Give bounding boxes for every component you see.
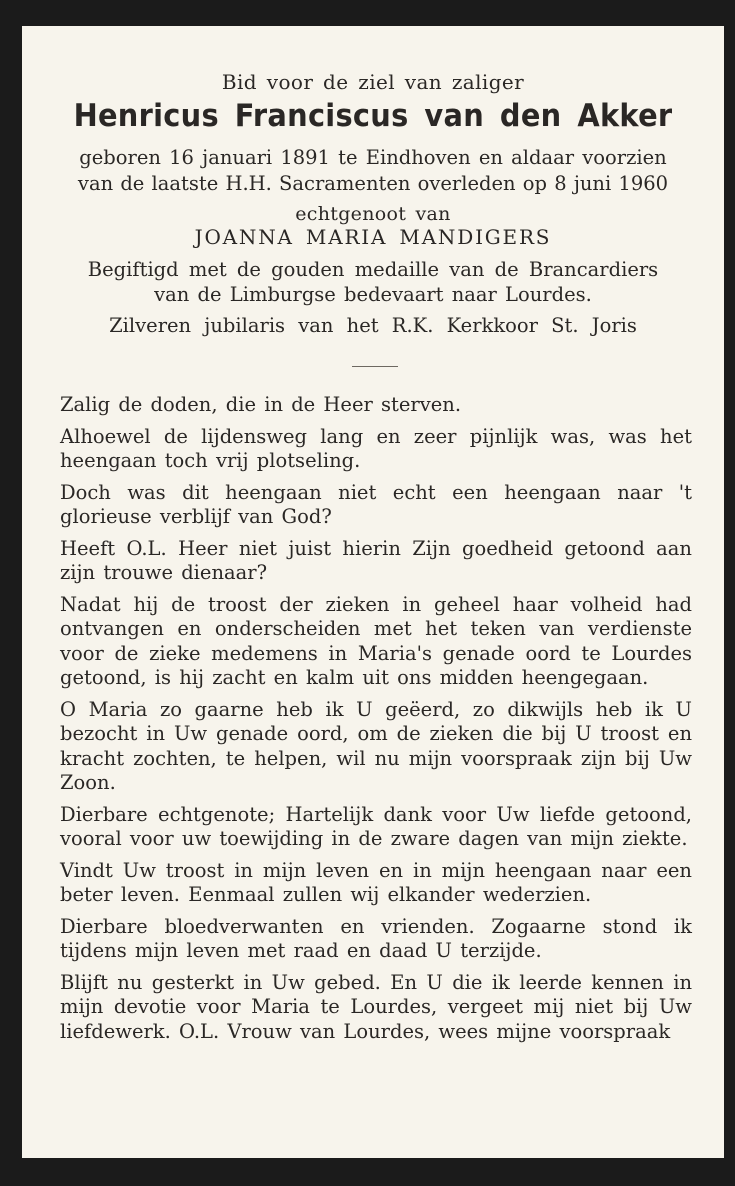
spouse-label: echtgenoot van bbox=[295, 203, 451, 225]
memorial-text bbox=[60, 393, 692, 1051]
paragraph: Dierbare echtgenote; Hartelijk dank voor Uw liefde getoond, vooral voor uw toewijding in de zware dagen van mijn ziekte. bbox=[60, 802, 692, 850]
paragraph: Vindt Uw troost in mijn leven en in mijn heengaan naar een beter leven. Eenmaal zullen wij elkander wederzien. bbox=[60, 858, 692, 906]
paragraph: Heeft O.L. Heer niet juist hierin Zijn goedheid getoond aan zijn trouwe dienaar? bbox=[60, 536, 692, 584]
paragraph: O Maria zo gaarne heb ik U geëerd, zo dikwijls heb ik U bezocht in Uw genade oord, om de zieken die bij U troost en kracht zochten, te helpen, wil nu mijn voorspraak zijn bij Uw Zoon. bbox=[60, 697, 692, 794]
birth-line: geboren 16 januari 1891 te Eindhoven en aldaar voorzien bbox=[79, 146, 667, 169]
spouse-name: JOANNA MARIA MANDIGERS bbox=[194, 225, 552, 249]
divider-rule bbox=[352, 366, 398, 367]
deceased-name: Henricus Franciscus van den Akker bbox=[73, 98, 673, 134]
intro-line: Bid voor de ziel van zaliger bbox=[221, 70, 525, 94]
paragraph: Doch was dit heengaan niet echt een heengaan naar 't glorieuse verblijf van God? bbox=[60, 480, 692, 528]
jubilee-line: Zilveren jubilaris van het R.K. Kerkkoor St. Joris bbox=[109, 314, 637, 337]
paragraph: Nadat hij de troost der zieken in geheel haar volheid had ontvangen en onderscheiden met het teken van verdienste voor de zieke medemens in Maria's genade oord te Lourdes getoond, is hij zacht en kalm uit ons midden heengegaan. bbox=[60, 592, 692, 689]
paragraph: Zalig de doden, die in de Heer sterven. bbox=[60, 393, 462, 416]
paragraph: Dierbare bloedverwanten en vrienden. Zogaarne stond ik tijdens mijn leven met raad en daad U terzijde. bbox=[60, 914, 692, 962]
paragraph: Alhoewel de lijdensweg lang en zeer pijnlijk was, was het heengaan toch vrij plotseling. bbox=[60, 424, 692, 472]
death-line: van de laatste H.H. Sacramenten overleden op 8 juni 1960 bbox=[77, 172, 669, 195]
memorial-card bbox=[22, 26, 724, 1158]
paragraph: Blijft nu gesterkt in Uw gebed. En U die ik leerde kennen in mijn devotie voor Maria te Lourdes, vergeet mij niet bij Uw liefdewerk. O.L. Vrouw van Lourdes, wees mijne voorspraak bbox=[60, 970, 692, 1043]
honor-line-2: van de Limburgse bedevaart naar Lourdes. bbox=[154, 283, 592, 306]
honor-line-1: Begiftigd met de gouden medaille van de Brancardiers bbox=[87, 258, 659, 281]
